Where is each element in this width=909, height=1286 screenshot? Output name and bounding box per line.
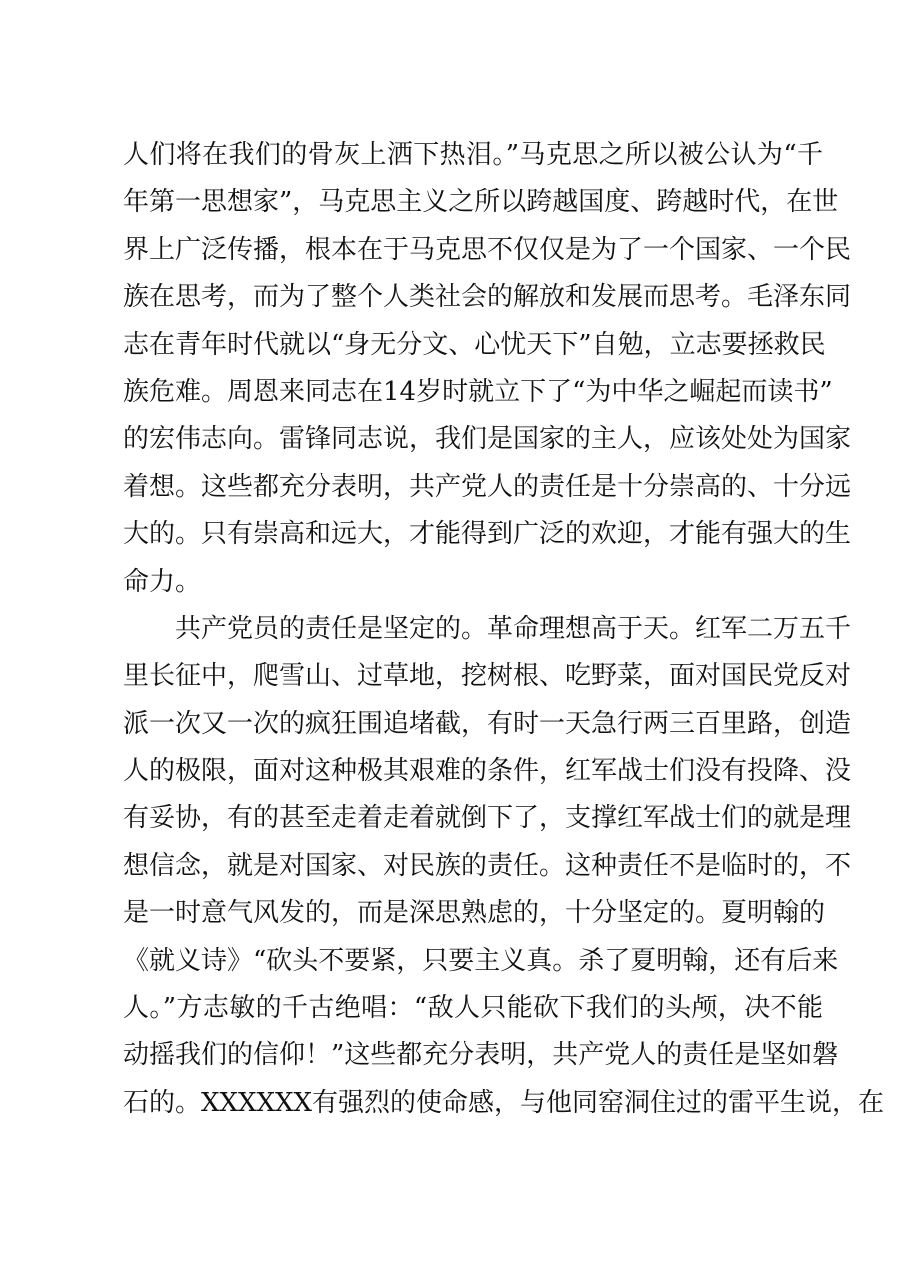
text-line: 是一时意气风发的，而是深思熟虑的，十分坚定的。夏明翰的	[123, 898, 826, 929]
text-line: 命力。	[123, 566, 202, 597]
text-line: 动摇我们的信仰！”这些都充分表明，共产党人的责任是坚如磐	[123, 1040, 839, 1071]
text-line: 族在思考，而为了整个人类社会的解放和发展而思考。毛泽东同	[123, 282, 852, 313]
text-line: 共产党员的责任是坚定的。革命理想高于天。红军二万五千	[175, 613, 852, 644]
text-line: 族危难。周恩来同志在14岁时就立下了“为中华之崛起而读书”	[123, 376, 833, 407]
text-line: 大的。只有崇高和远大，才能得到广泛的欢迎，才能有强大的生	[123, 519, 852, 550]
text-line: 人。”方志敏的千古绝唱：“敌人只能砍下我们的头颅，决不能	[123, 993, 823, 1024]
text-line: 石的。XXXXXX有强烈的使命感，与他同窑洞住过的雷平生说，在	[123, 1087, 885, 1118]
text-line: 想信念，就是对国家、对民族的责任。这种责任不是临时的，不	[123, 850, 852, 881]
paragraph	[123, 606, 885, 1127]
text-line: 志在青年时代就以“身无分文、心忧天下”自勉，立志要拯救民	[123, 329, 826, 360]
text-line: 年第一思想家”，马克思主义之所以跨越国度、跨越时代，在世	[123, 187, 839, 218]
text-line: 人的极限，面对这种极其艰难的条件，红军战士们没有投降、没	[123, 756, 852, 787]
text-line: 有妥协，有的甚至走着走着就倒下了，支撑红军战士们的就是理	[123, 803, 852, 834]
text-line: 着想。这些都充分表明，共产党人的责任是十分崇高的、十分远	[123, 471, 852, 502]
body-text	[123, 132, 885, 1127]
text-line: 《就义诗》“砍头不要紧，只要主义真。杀了夏明翰，还有后来	[123, 945, 839, 976]
text-line: 界上广泛传播，根本在于马克思不仅仅是为了一个国家、一个民	[123, 234, 852, 265]
text-line: 人们将在我们的骨灰上洒下热泪。”马克思之所以被公认为“千	[123, 140, 823, 170]
text-line: 派一次又一次的疯狂围追堵截，有时一天急行两三百里路，创造	[123, 708, 852, 739]
text-line: 的宏伟志向。雷锋同志说，我们是国家的主人，应该处处为国家	[123, 424, 852, 455]
paragraph	[123, 132, 852, 606]
text-line: 里长征中，爬雪山、过草地，挖树根、吃野菜，面对国民党反对	[123, 661, 852, 692]
